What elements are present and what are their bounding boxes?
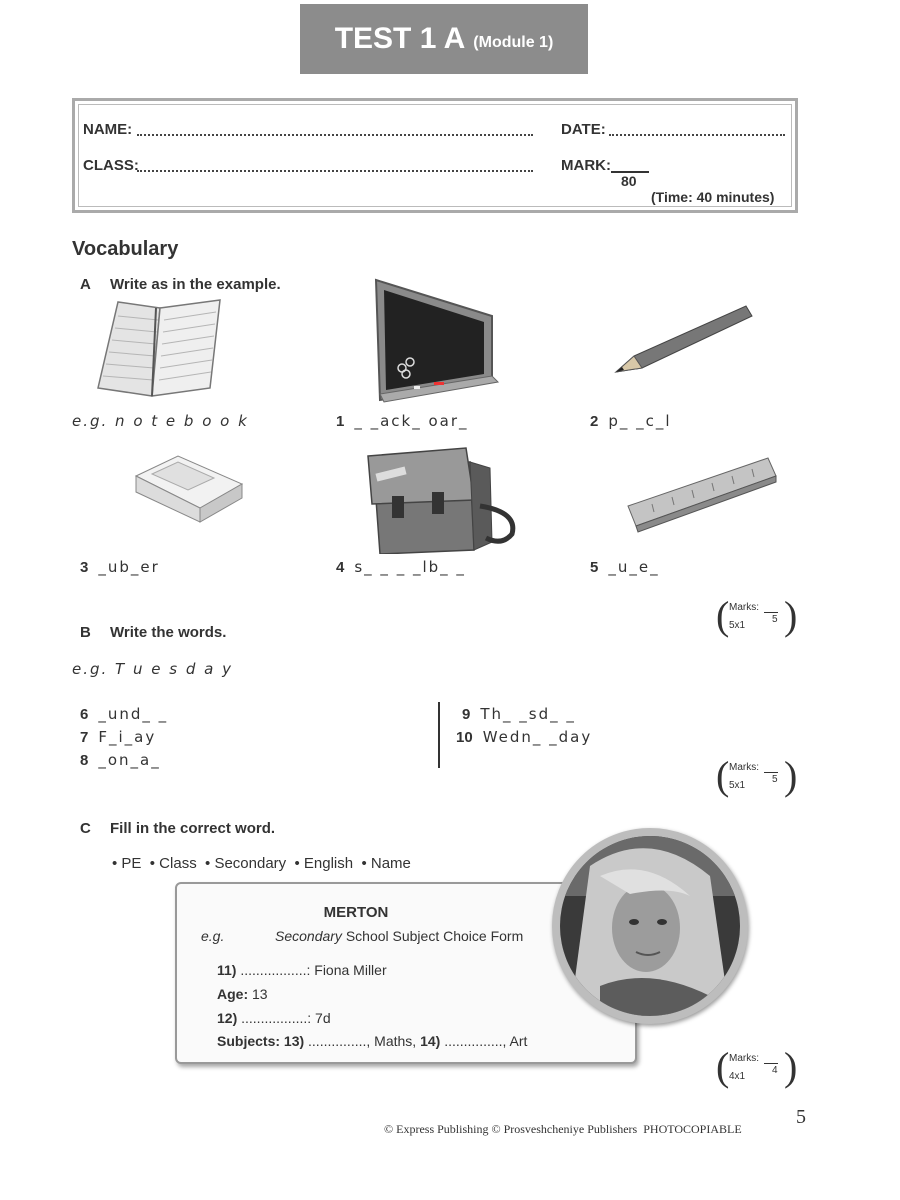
name-field[interactable] [137,134,533,136]
student-photo [552,828,748,1024]
marks-label: Marks: [729,762,759,773]
item-gap-word: s_ _ _ _lb_ _ [354,558,466,576]
paren-left: ( [716,593,730,638]
notebook-image [90,296,230,404]
marks-field[interactable] [764,772,778,773]
paren-right: ) [784,753,798,798]
task-b-marks [716,753,798,798]
task-b-example: e.g. T u e s d a y [72,660,233,678]
paren-left: ( [716,1044,730,1089]
item-gap-word: _on_a_ [98,751,161,769]
test-title-banner [300,4,588,74]
task-b-instruction: Write the words. [110,624,227,641]
mark-total: 80 [621,173,637,189]
item-number: 14) [420,1033,441,1049]
form-example-label: e.g. [201,928,225,944]
date-label: DATE: [561,121,606,138]
item-gap-word: Th_ _sd_ _ [480,705,576,723]
task-a-item-5[interactable] [590,558,660,576]
task-b-item-8[interactable] [80,751,161,769]
form-title-example: Secondary [275,928,342,944]
form-line-value: 13 [252,986,268,1002]
item-number: 2 [590,413,599,430]
task-b-letter: B [80,624,91,641]
task-b-heading [80,624,226,641]
form-title-rest: School Subject Choice Form [345,928,524,944]
marks-mult: 5x1 [729,620,746,631]
item-number: 12) [217,1010,238,1026]
form-line-label: Age: [217,986,249,1002]
column-divider [438,702,440,768]
time-limit: (Time: 40 minutes) [651,189,775,205]
paren-right: ) [784,1044,798,1089]
form-line-age [217,986,268,1002]
class-label: CLASS: [83,157,139,174]
task-a-item-1[interactable] [336,412,469,430]
item-number: 11) [217,962,237,978]
ruler-image [622,454,780,536]
item-number: 10 [456,729,473,746]
mark-label: MARK: [561,157,611,174]
item-number: 8 [80,752,89,769]
item-number: 4 [336,559,345,576]
marks-field[interactable] [764,612,778,613]
marks-field[interactable] [764,1063,778,1064]
task-c-heading [80,820,275,837]
form-line-value: .................: 7d [241,1010,331,1026]
item-gap-word: Wedn_ _day [482,728,593,746]
item-gap-word: _ub_er [98,558,160,576]
task-b-item-6[interactable] [80,705,168,723]
page-number: 5 [796,1106,806,1128]
task-b-item-10[interactable] [456,728,592,746]
task-a-instruction: Write as in the example. [110,276,281,293]
marks-total: 4 [772,1065,778,1076]
form-line-label: Subjects: 13) [217,1033,305,1049]
item-number: 6 [80,706,89,723]
task-a-item-4[interactable] [336,558,466,576]
paren-left: ( [716,753,730,798]
pencil-image [608,302,754,380]
task-a-heading [80,276,281,293]
schoolbag-image [362,442,522,554]
form-line-12[interactable] [217,1010,331,1026]
rubber-image [130,452,246,524]
test-title: TEST 1 A [334,22,466,55]
copyright-notice: © Express Publishing © Prosveshcheniye Publishers PHOTOCOPIABLE [384,1122,742,1136]
word-options: • PE • Class • Secondary • English • Name [112,855,411,872]
marks-mult: 5x1 [729,780,746,791]
task-b-item-9[interactable] [462,705,576,723]
task-c-instruction: Fill in the correct word. [110,820,276,837]
task-a-item-3[interactable] [80,558,160,576]
item-gap-word: F_i_ay [98,728,157,746]
form-line-value: .................: Fiona Miller [240,962,387,978]
marks-mult: 4x1 [729,1071,746,1082]
marks-label: Marks: [729,1053,759,1064]
marks-total: 5 [772,614,778,625]
form-line-11[interactable] [217,962,387,978]
item-number: 1 [336,413,345,430]
item-number: 9 [462,706,471,723]
task-a-marks [716,593,798,638]
form-title [275,928,523,944]
task-c-marks [716,1044,798,1089]
task-a-example: e.g. n o t e b o o k [72,412,249,430]
item-number: 5 [590,559,599,576]
school-name: MERTON [323,904,389,921]
task-a-letter: A [80,276,91,293]
item-number: 3 [80,559,89,576]
task-b-item-7[interactable] [80,728,156,746]
name-label: NAME: [83,121,133,138]
form-line-value: ..............., Art [444,1033,528,1049]
form-line-subjects[interactable] [217,1033,527,1049]
blackboard-image [370,278,505,404]
item-gap-word: _u_e_ [608,558,660,576]
item-gap-word: _ _ack_ oar_ [354,412,469,430]
item-gap-word: p_ _c_l [608,412,672,430]
form-line-value: ..............., Maths, [308,1033,417,1049]
item-number: 7 [80,729,89,746]
girl-portrait-image [560,836,740,1016]
marks-label: Marks: [729,602,759,613]
paren-right: ) [784,593,798,638]
test-module: (Module 1) [473,34,554,51]
item-gap-word: _und_ _ [98,705,169,723]
task-c-letter: C [80,820,91,837]
task-a-item-2[interactable] [590,412,672,430]
student-info-box [72,98,798,213]
vocabulary-heading: Vocabulary [72,238,179,260]
marks-total: 5 [772,774,778,785]
class-field[interactable] [137,170,533,172]
date-field[interactable] [609,134,785,136]
